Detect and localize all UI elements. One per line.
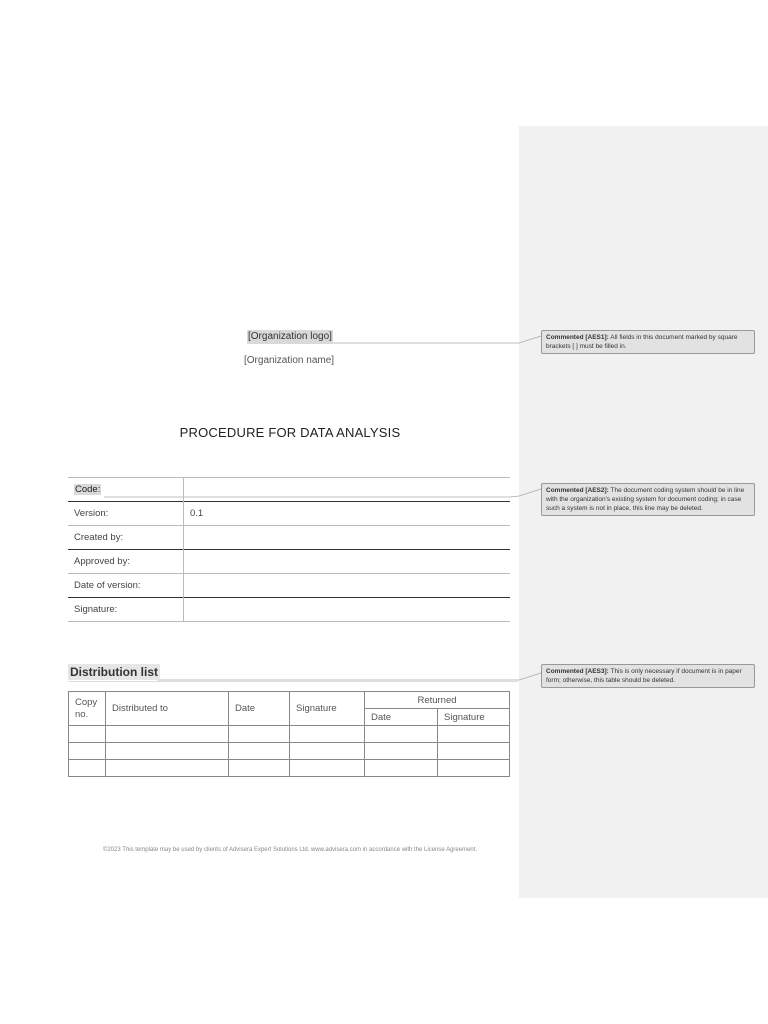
returned-signature-header: Signature <box>438 709 510 726</box>
table-row <box>69 760 510 777</box>
copy-no-header: Copy no. <box>69 692 106 726</box>
date-header: Date <box>229 692 290 726</box>
table-row <box>69 726 510 743</box>
table-row <box>68 550 510 574</box>
version-label: Version: <box>68 502 184 526</box>
organization-name[interactable]: [Organization name] <box>244 355 335 366</box>
comment-text: This is only necessary if document is in paper form; otherwise, this table should be deleted. <box>546 668 742 684</box>
document-info-table <box>68 477 510 622</box>
table-row <box>68 478 510 502</box>
table-row <box>68 526 510 550</box>
signature-label: Signature: <box>68 598 184 622</box>
connector-aes3 <box>157 673 541 680</box>
code-value[interactable] <box>184 478 511 502</box>
distribution-list-heading: Distribution list <box>70 665 158 679</box>
date-of-version-label: Date of version: <box>68 574 184 598</box>
comment-aes2[interactable] <box>541 483 755 516</box>
organization-logo-placeholder[interactable]: [Organization logo] <box>248 331 332 342</box>
comment-aes1[interactable] <box>541 330 755 354</box>
comment-text: The document coding system should be in line with the organization's existing system for document coding; in case such a system is not in place, this line may be deleted. <box>546 487 745 512</box>
version-value[interactable]: 0.1 <box>190 508 204 519</box>
distributed-to-header: Distributed to <box>106 692 229 726</box>
date-of-version-value[interactable] <box>184 574 511 598</box>
returned-header: Returned <box>365 692 510 709</box>
document-title: PROCEDURE FOR DATA ANALYSIS <box>179 425 401 440</box>
table-row <box>69 743 510 760</box>
comment-aes3[interactable] <box>541 664 755 688</box>
license-footer: ©2023 This template may be used by clients of Advisera Expert Solutions Ltd. www.advisera.com in accordance with the License Agreement. <box>102 847 478 853</box>
comment-author: Commented [AES2]: <box>546 487 609 494</box>
created-by-value[interactable] <box>184 526 511 550</box>
signature-value[interactable] <box>184 598 511 622</box>
comment-author: Commented [AES3]: <box>546 668 609 675</box>
comment-text: All fields in this document marked by square brackets [ ] must be filled in. <box>546 334 738 350</box>
returned-date-header: Date <box>365 709 438 726</box>
code-label: Code: <box>75 484 101 495</box>
connector-aes1 <box>332 336 541 343</box>
table-row <box>68 598 510 622</box>
approved-by-value[interactable] <box>184 550 511 574</box>
table-row <box>68 574 510 598</box>
created-by-label: Created by: <box>68 526 184 550</box>
distribution-table <box>68 691 510 777</box>
approved-by-label: Approved by: <box>68 550 184 574</box>
table-header-row <box>69 692 510 709</box>
comment-author: Commented [AES1]: <box>546 334 609 341</box>
table-row <box>68 502 510 526</box>
signature-header: Signature <box>290 692 365 726</box>
heading-divider <box>68 681 518 682</box>
